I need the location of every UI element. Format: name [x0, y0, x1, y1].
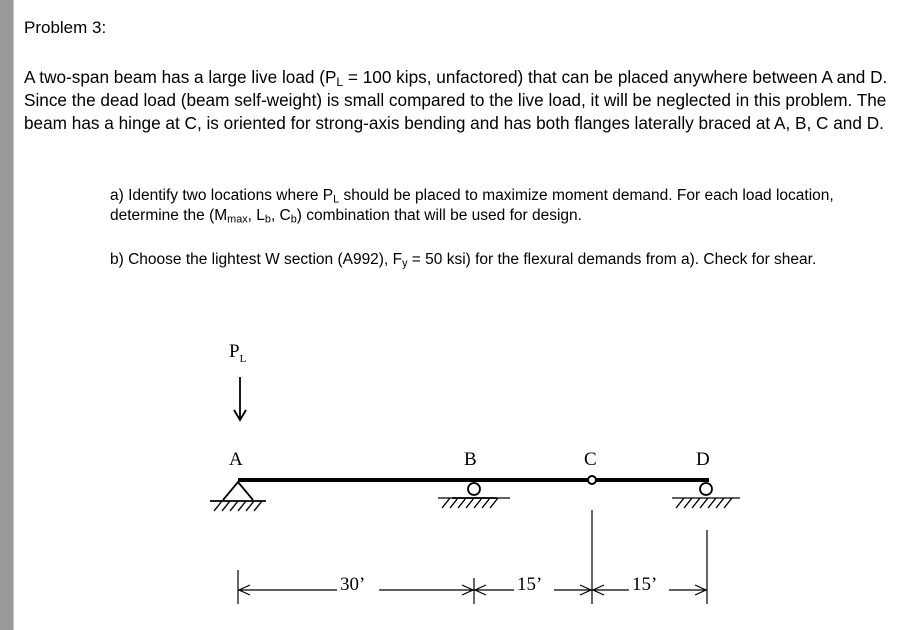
pin-support-a-icon: [210, 482, 266, 511]
hinge-c-icon: [588, 476, 596, 484]
part-a-sub-1: L: [333, 193, 340, 206]
roller-support-d-icon: [672, 483, 740, 508]
part-a-sub-2: max: [227, 213, 248, 226]
part-a-sub-4: b: [290, 213, 297, 226]
intro-text-2: = 100 kips, unfactored) that can be placed anywhere between A and D. Since the dead load (beam self-weight) is small compared to the live load, it will be neglected in this problem. The beam has a hinge at C, is oriented for strong-axis bending and has both flanges laterally braced at A, B, C and D.: [24, 67, 888, 133]
dim-label-cd: 15’: [632, 574, 658, 595]
roller-support-b-icon: [438, 483, 510, 508]
part-a-sub-3: b: [264, 213, 271, 226]
part-a-text-1: a) Identify two locations where P: [110, 187, 334, 204]
part-a-text-2: should be placed to maximize moment demand. For each load location, determine the (M: [110, 187, 834, 224]
part-b-text-1: b) Choose the lightest W section (A992), F: [110, 251, 403, 268]
dim-label-bc: 15’: [517, 574, 543, 595]
load-arrow-icon: [234, 377, 246, 420]
part-b-text-2: = 50 ksi) for the flexural demands from a). Check for shear.: [407, 251, 817, 268]
dim-label-ab: 30’: [340, 574, 366, 595]
label-a: A: [229, 449, 243, 470]
label-c: C: [584, 449, 597, 470]
load-label: $P_L$: [229, 341, 247, 365]
intro-text-1: A two-span beam has a large live load (P: [24, 67, 337, 87]
part-b-sub-1: y: [402, 257, 408, 270]
label-b: B: [464, 449, 477, 470]
part-a-text-4: , C: [270, 207, 291, 224]
label-d: D: [696, 449, 710, 470]
intro-pl-subscript: L: [336, 75, 344, 89]
part-a-text-3: , L: [247, 207, 265, 224]
part-a-text-5: ) combination that will be used for design.: [296, 207, 582, 224]
problem-title: Problem 3:: [24, 18, 107, 37]
